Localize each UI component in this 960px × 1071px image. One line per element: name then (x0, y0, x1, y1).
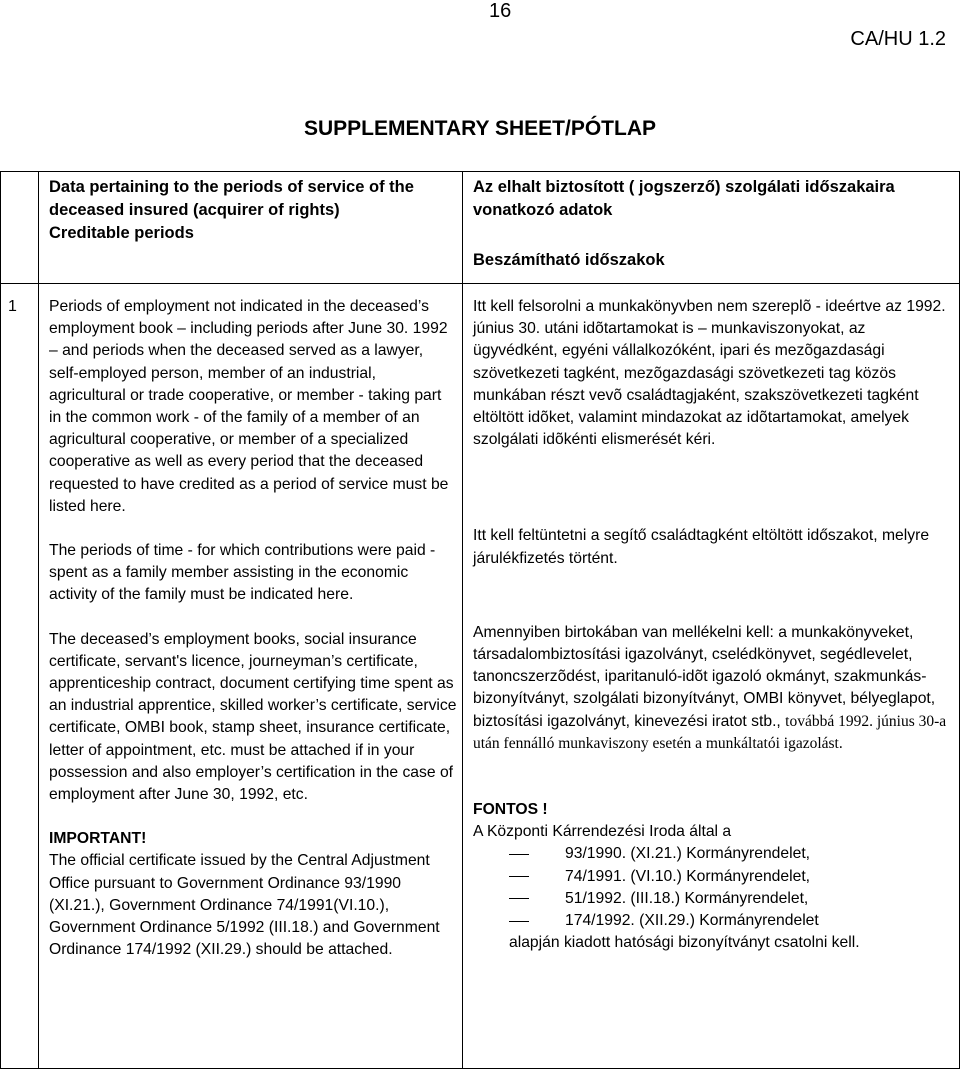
dash-icon (509, 921, 529, 922)
list-item: 174/1992. (XII.29.) Kormányrendelet (473, 910, 951, 932)
table-top-border (0, 171, 960, 172)
table-left-border (0, 171, 1, 1069)
right-column-header (473, 176, 913, 272)
left-important-title: IMPORTANT! (49, 830, 147, 848)
right-important-intro: A Központi Kárrendezési Iroda által a (473, 823, 732, 841)
dash-icon (509, 876, 529, 877)
dash-icon (509, 898, 529, 899)
left-column-content (49, 296, 457, 961)
right-paragraph-family-member: Itt kell feltüntetni a segítő családtagként eltöltött időszakot, melyre járulékfizetés történt. (473, 527, 930, 567)
right-paragraph-attachments: Amennyiben birtokában van mellékelni kell: a munkakönyveket, társadalombiztosítási igazolványt, cselédkönyvet, segédlevelet, tanoncszerzõdést, iparitanuló-idõt igazoló okmányt, szakmunkás-bizonyítványt, szolgálati bizonyítványt, OMBI könyvet, bélyeglapot, biztosítási igazolványt, kinevezési iratot stb., (473, 623, 936, 730)
table-header-divider (0, 283, 960, 284)
right-important-end: alapján kiadott hatósági bizonyítványt csatolni kell. (509, 934, 860, 952)
page-title: SUPPLEMENTARY SHEET/PÓTLAP (304, 117, 656, 140)
document-id: CA/HU 1.2 (850, 28, 946, 50)
left-important-text: The official certificate issued by the Central Adjustment Office pursuant to Government Ordinance 93/1990 (XI.21.), Government Ordinance 74/1991(VI.10.), Government Ordinance 5/1992 (III.18.) and Government Ordinance 174/1992 (XII.29.) should be attached. (49, 852, 440, 959)
table-number-column-border (38, 171, 39, 1069)
ordinance-list (473, 843, 951, 932)
right-header-subtitle: Beszámítható időszakok (473, 251, 665, 269)
list-item: 74/1991. (VI.10.) Kormányrendelet, (473, 866, 951, 888)
left-paragraph-employment: Periods of employment not indicated in the deceased’s employment book – including periods after June 30. 1992 – and periods when the deceased served as a lawyer, self-employed person, member of an industrial, agricultural or trade cooperative, or member - taking part in the common work - of the family of a member of an agricultural cooperative, or member of a specialized cooperative as well as every period that the deceased requested to have credited as a period of service must be listed here. (49, 298, 449, 515)
left-header-title: Data pertaining to the periods of service of the deceased insured (acquirer of rights) (49, 178, 414, 219)
left-paragraph-family-member: The periods of time - for which contributions were paid - spent as a family member assisting in the economic activity of the family must be indicated here. (49, 542, 436, 604)
left-header-subtitle: Creditable periods (49, 224, 194, 242)
row-number: 1 (8, 298, 17, 315)
right-important-title: FONTOS ! (473, 801, 548, 819)
right-paragraph-employer-certificate: továbbá 1992. június 30-a után fennálló munkaviszony esetén a munkáltatói igazolást. (473, 712, 947, 752)
list-item: 51/1992. (III.18.) Kormányrendelet, (473, 888, 951, 910)
right-paragraph-employment: Itt kell felsorolni a munkakönyvben nem szereplõ - ideértve az 1992. június 30. utáni idõtartamokat is – munkaviszonyokat, az ügyvédként, egyéni vállalkozóként, ipari és mezõgazdasági szövetkezeti tagként, mezõgazdasági szövetkezeti tag közös munkában részt vevõ családtagjaként, szakszövetkezeti tagként eltöltött idõket, valamint mindazokat az idõtartamokat, amelyek szolgálati idõkénti elismerését kéri. (473, 298, 946, 449)
list-item: 93/1990. (XI.21.) Kormányrendelet, (473, 843, 951, 865)
right-column-content (473, 296, 951, 954)
left-column-header (49, 176, 454, 245)
right-header-title: Az elhalt biztosított ( jogszerző) szolgálati időszakaira vonatkozó adatok (473, 178, 895, 219)
page-number: 16 (489, 0, 512, 22)
left-paragraph-attachments: The deceased’s employment books, social insurance certificate, servant's licence, journeyman’s certificate, apprenticeship contract, document certifying time spent as an industrial apprentice, skilled worker’s certificate, service certificate, OMBI book, stamp sheet, insurance certificate, letter of appointment, etc. must be attached if in your possession and also employer’s certification in the case of employment after June 30, 1992, etc. (49, 630, 457, 804)
table-bottom-border (0, 1068, 960, 1069)
table-middle-border (462, 171, 463, 1069)
dash-icon (509, 854, 529, 855)
